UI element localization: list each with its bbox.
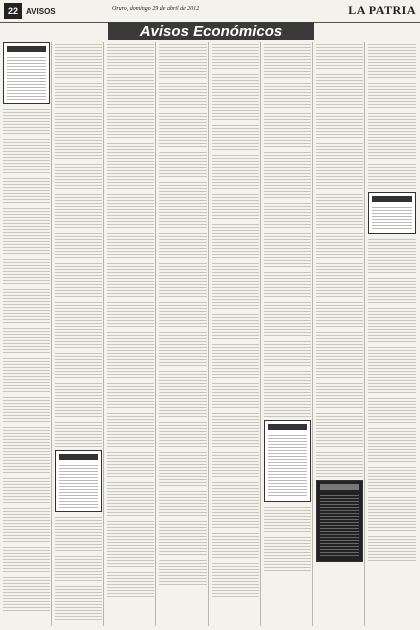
classified-ad <box>159 180 206 228</box>
classified-ad <box>107 261 154 297</box>
classified-ad <box>3 206 50 254</box>
classified-ad <box>55 231 102 258</box>
classified-ad <box>316 72 363 108</box>
classified-ad <box>212 72 259 120</box>
classified-ad <box>264 231 311 267</box>
classified-ad <box>316 111 363 138</box>
classified-ad <box>264 369 311 417</box>
classified-ad <box>212 531 259 558</box>
classified-ad <box>55 81 102 108</box>
classified-ad <box>264 42 311 78</box>
classified-ad <box>159 231 206 258</box>
classified-ad <box>159 330 206 366</box>
display-ad <box>3 42 50 104</box>
classified-ad <box>159 111 206 147</box>
classified-ad <box>3 257 50 284</box>
classified-ad <box>3 356 50 392</box>
classified-ad <box>368 276 416 303</box>
classified-ad <box>107 72 154 108</box>
classified-ad <box>368 81 416 108</box>
classified-ad <box>368 345 416 393</box>
classified-ad <box>107 570 154 597</box>
classified-ad <box>159 150 206 177</box>
ad-column <box>159 42 208 626</box>
classified-ad <box>368 162 416 189</box>
classified-ad <box>212 192 259 219</box>
classified-ad <box>55 111 102 159</box>
classified-ad <box>212 42 259 69</box>
classified-ad <box>212 222 259 258</box>
classified-ad <box>316 300 363 327</box>
classified-ad <box>316 261 363 297</box>
classified-ad <box>107 192 154 228</box>
classified-ad <box>316 141 363 189</box>
classified-ad <box>264 535 311 571</box>
classified-ad <box>264 81 311 108</box>
classified-ad <box>159 489 206 516</box>
ad-column <box>316 42 365 626</box>
classified-ad <box>159 81 206 108</box>
classified-ad <box>264 339 311 366</box>
classified-ad <box>316 42 363 69</box>
classified-ad <box>212 261 259 309</box>
classified-ad <box>159 369 206 417</box>
classified-ad <box>107 411 154 447</box>
classifieds-banner: Avisos Económicos <box>108 22 314 40</box>
classified-ad <box>107 480 154 516</box>
classified-ad <box>368 465 416 492</box>
ad-column <box>212 42 261 626</box>
classified-ad <box>3 575 50 611</box>
classified-ad <box>264 270 311 297</box>
classified-ad <box>3 506 50 542</box>
classified-ad <box>368 534 416 561</box>
classified-ad <box>107 381 154 408</box>
classified-ad <box>368 237 416 273</box>
classified-ad <box>159 300 206 327</box>
classified-ad <box>107 519 154 567</box>
classified-ad <box>107 450 154 477</box>
classified-ad <box>212 342 259 378</box>
classified-ad <box>212 411 259 447</box>
classified-ad <box>212 381 259 408</box>
section-name: AVISOS <box>26 6 56 16</box>
classified-ad <box>264 150 311 198</box>
classified-ad <box>212 450 259 477</box>
classified-ad <box>3 545 50 572</box>
classified-ad <box>264 111 311 147</box>
classified-ad <box>55 162 102 189</box>
display-ad <box>55 450 102 512</box>
ad-column <box>55 42 104 626</box>
classified-ad <box>159 42 206 78</box>
classified-ad <box>264 300 311 336</box>
classified-ad <box>107 300 154 327</box>
display-ad <box>368 192 416 234</box>
display-ad <box>316 480 363 562</box>
display-ad <box>264 420 311 502</box>
classified-ad <box>3 137 50 173</box>
classified-ad <box>159 261 206 297</box>
classified-ad <box>368 111 416 159</box>
classified-ad <box>316 411 363 447</box>
page-number: 22 <box>4 3 22 19</box>
classified-ad <box>55 515 102 551</box>
ad-column <box>3 42 52 626</box>
classified-ad <box>212 312 259 339</box>
classified-ad <box>368 396 416 423</box>
classified-ad <box>316 192 363 228</box>
classified-ad <box>159 420 206 447</box>
classified-ad <box>107 42 154 69</box>
classified-ad <box>368 495 416 531</box>
classified-ad <box>316 231 363 258</box>
classified-ad <box>159 558 206 585</box>
classified-ad <box>55 554 102 581</box>
classified-ad <box>3 476 50 503</box>
classified-ad <box>55 42 102 78</box>
classified-ad <box>3 395 50 422</box>
classified-ad <box>212 153 259 189</box>
classified-ad <box>368 306 416 342</box>
classified-ad <box>55 261 102 297</box>
classified-ad <box>368 426 416 462</box>
classified-ad <box>3 425 50 473</box>
ad-column <box>264 42 313 626</box>
classified-ad <box>316 381 363 408</box>
classified-ad <box>107 330 154 378</box>
classified-ad <box>107 231 154 258</box>
classified-ad <box>107 141 154 189</box>
classified-ad <box>55 192 102 228</box>
classified-ad <box>159 519 206 555</box>
classified-ad <box>107 111 154 138</box>
classified-ad <box>3 107 50 134</box>
classified-ad <box>264 201 311 228</box>
classified-ad <box>212 561 259 597</box>
classified-ad <box>368 42 416 78</box>
classified-ad <box>55 300 102 348</box>
page-header <box>0 0 420 23</box>
classified-ad <box>55 420 102 447</box>
classified-ad <box>212 480 259 528</box>
classified-ad <box>3 326 50 353</box>
classified-ad <box>3 176 50 203</box>
classified-ad <box>212 123 259 150</box>
classified-ad <box>55 584 102 620</box>
classified-ad <box>316 330 363 378</box>
classified-ad <box>3 287 50 323</box>
classified-ad <box>264 505 311 532</box>
classified-ad <box>55 351 102 378</box>
classified-ad <box>316 450 363 477</box>
ad-columns <box>3 42 417 626</box>
classified-ad <box>159 450 206 486</box>
ad-column <box>107 42 156 626</box>
classified-ad <box>55 381 102 417</box>
ad-column <box>368 42 417 626</box>
newspaper-masthead: LA PATRIA <box>348 3 416 17</box>
date-line: Oruro, domingo 29 de abril de 2012 <box>112 6 200 12</box>
